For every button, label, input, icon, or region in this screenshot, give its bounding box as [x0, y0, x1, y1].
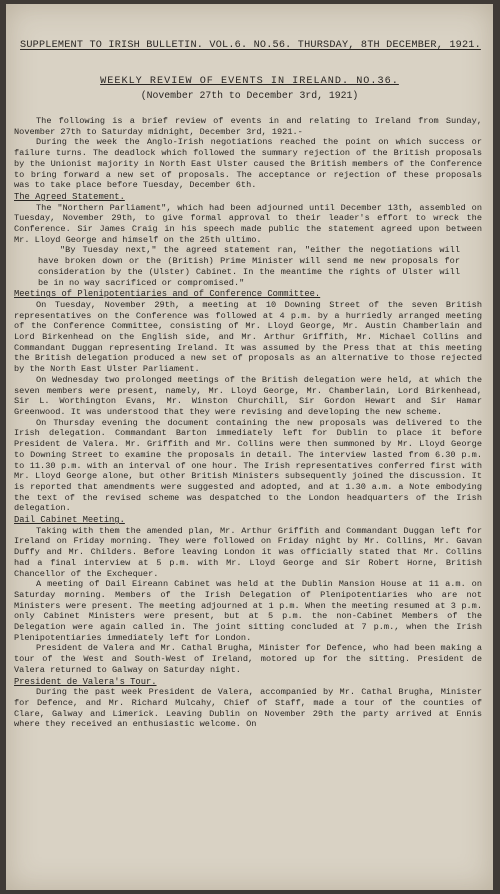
quoted-statement: "By Tuesday next," the agreed statement ran, "either the negotiations will have broken down or the (British) Prime Minister will send me new proposals for consideration by the (Ulster) Cabinet. In the meantime the rights of Ulster will be in no way sacrificed or compromised." — [38, 245, 460, 288]
paragraph: The "Northern Parliament", which had been adjourned until December 13th, assembled on Tuesday, November 29th, to give formal approval to their leader's effort to wreck the Conference. Sir James Craig in his speech made public the statement agreed upon between Mr. Lloyd George and himself on the 25th ultimo. — [14, 202, 482, 245]
section-heading: President de Valera's Tour. — [14, 676, 157, 687]
paragraph: A meeting of Dail Eireann Cabinet was held at the Dublin Mansion House at 11 a.m. on Saturday morning. Members of the Irish Delegation of Plenipotentiaries who are not Ministers were present. The meeting adjourned at 1 p.m. When the meeting resumed at 3 p.m. only Cabinet Ministers were present, but at 5 p.m. the non-Cabinet Members of the Delegation were again called in. The joint sitting concluded at 7 p.m., when the Irish Plenipotentiaries immediately left for London. — [14, 579, 482, 643]
paragraph: President de Valera and Mr. Cathal Brugha, Minister for Defence, who had been making a tour of the West and South-West of Ireland, motored up for the sitting. President de Valera returned to Galway on Saturday night. — [14, 643, 482, 675]
document-body — [14, 116, 482, 730]
paragraph: Taking with them the amended plan, Mr. Arthur Griffith and Commandant Duggan left for Ireland on Friday morning. They were followed on Friday night by Mr. Collins, Mr. Gavan Duffy and Mr. Childers. Before leaving London it was officially stated that Mr. Collins had a final interview at 5 p.m. with Mr. Lloyd George and Sir Robert Horne, British Chancellor of the Exchequer. — [14, 525, 482, 579]
paragraph: On Tuesday, November 29th, a meeting at 10 Downing Street of the seven British representatives on the Conference was followed at 4 p.m. by a hurriedly arranged meeting of the Conference Committee, consisting of Mr. Lloyd George, Mr. Austin Chamberlain and Lord Birkenhead on the English side, and Mr. Arthur Griffith, Mr. Michael Collins and Commandant Duggan representing Ireland. It was assumed by the Press that at this meeting the British delegation produced a new set of proposals as an alternative to those rejected by the North East Ulster Parliament. — [14, 299, 482, 375]
document-page — [6, 4, 493, 890]
bulletin-header: SUPPLEMENT TO IRISH BULLETIN. VOL.6. NO.56. THURSDAY, 8TH DECEMBER, 1921. — [20, 40, 481, 51]
paragraph: During the week the Anglo-Irish negotiations reached the point on which success or failure turns. The deadlock which followed the summary rejection of the British proposals by the Unionist majority in North East Ulster caused the British members of the Conference to bring forward a new set of proposals. The acceptance or rejection of these proposals was to take place before Tuesday, December 6th. — [14, 137, 482, 191]
review-date-range: (November 27th to December 3rd, 1921) — [140, 90, 359, 101]
paragraph: On Wednesday two prolonged meetings of the British delegation were held, at which the seven members were present, namely, Mr. Lloyd George, Mr. Chamberlain, Lord Birkenhead, Sir L. Worthington Evans, Mr. Winston Churchill, Sir Gordon Hewart and Sir Hamar Greenwood. It was understood that they were revising and developing the new scheme. — [14, 374, 482, 417]
section-heading: The Agreed Statement. — [14, 191, 125, 202]
paragraph: The following is a brief review of events in and relating to Ireland from Sunday, November 27th to Saturday midnight, December 3rd, 1921.- — [14, 116, 482, 137]
review-title: WEEKLY REVIEW OF EVENTS IN IRELAND. NO.36. — [100, 76, 399, 87]
section-heading: Dail Cabinet Meeting. — [14, 515, 125, 526]
paragraph: On Thursday evening the document containing the new proposals was delivered to the Irish delegation. Commandant Barton immediately left for Dublin to place it before President de Valera. Mr. Griffith and Mr. Collins were then summoned by Mr. Lloyd George to Downing Street to examine the proposals in detail. The interview lasted from 6.30 p.m. to 11.30 p.m. with an interval of one hour. The Irish representatives conferred first with Mr. Lloyd George alone, but other British Ministers subsequently joined the discussion. It is reported that amendments were suggested and adopted, and at 1.30 a.m. a Note embodying the text of the revised scheme was despatched to the London headquarters of the Irish delegation. — [14, 417, 482, 514]
section-heading: Meetings of Plenipotentiaries and of Conference Committee. — [14, 289, 321, 300]
paragraph: During the past week President de Valera, accompanied by Mr. Cathal Brugha, Minister for Defence, and Mr. Richard Mulcahy, Chief of Staff, made a tour of the counties of Clare, Galway and Limerick. Leaving Dublin on November 29th the party arrived at Ennis where they received an enthusiastic welcome. On — [14, 687, 482, 730]
